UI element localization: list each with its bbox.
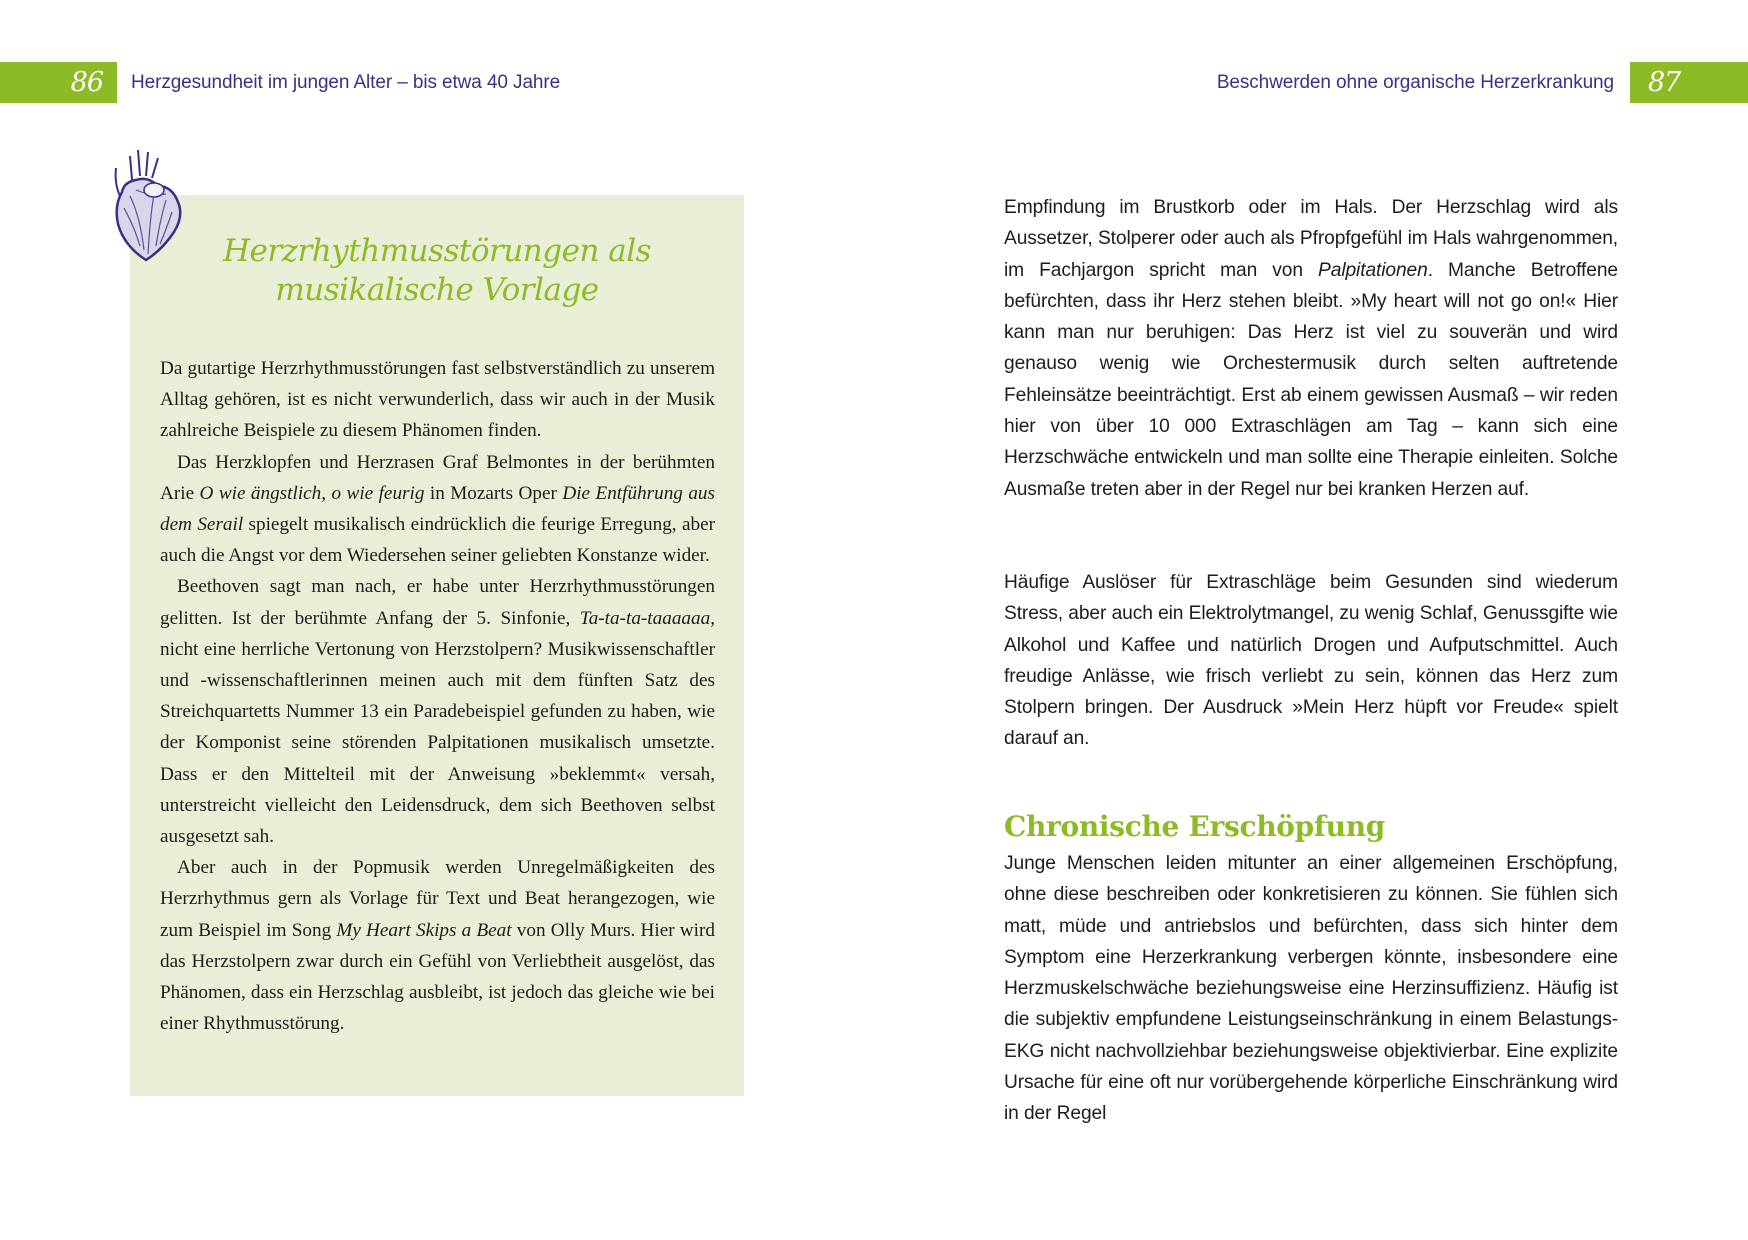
text-segment: von Olly Murs. Hier wird das Herzstolpern zwar durch ein Gefühl von Verliebtheit ausgelöst, das Phänomen, dass ein Herzschlag ausbleibt, ist jedoch das gleiche wie bei einer Rhythmusstörung. xyxy=(160,919,715,1035)
box-title-line-1: Herzrhythmusstörungen als xyxy=(222,233,652,269)
section-heading: Chronische Erschöpfung xyxy=(1004,810,1386,843)
page-number-right: 87 xyxy=(1648,67,1681,98)
text-segment: . Manche Betroffene befürchten, dass ihr Herz stehen bleibt. »My heart will not go on!« Hier kann man nur beruhigen: Das Herz ist viel zu souverän und wird genauso wenig wie Orchestermusik durch selten auftretende Fehleinsätze beeinträchtigt. Erst ab einem gewissen Ausmaß – wir reden hier von über 10 000 Extraschlägen am Tag – kann sich eine Herzschwäche entwickeln und man sollte eine Therapie einleiten. Solche Ausmaße treten aber in der Regel nur bei kranken Herzen auf. xyxy=(1004,259,1618,500)
text-segment: Beethoven sagt man nach, er habe unter Herzrhythmusstörungen gelitten. Ist der berühmte Anfang der 5. Sinfonie, xyxy=(160,576,715,629)
running-head-left: Herzgesundheit im jungen Alter – bis etwa 40 Jahre xyxy=(131,72,561,93)
text-segment: Empfindung im Brustkorb oder im Hals. Der Herzschlag wird als Aussetzer, Stolperer oder auch als Pfropfgefühl im Hals wahrgenommen, im Fachjargon spricht man von xyxy=(1004,197,1618,281)
box-body xyxy=(160,353,715,1039)
song-title: My Heart Skips a Beat xyxy=(336,919,512,941)
text-segment: Da gutartige Herzrhythmusstörungen fast selbstverständlich zu unserem Alltag gehören, ist es nicht verwunderlich, dass wir auch in der Musik zahlreiche Beispiele zu diesem Phänomen finden. xyxy=(160,358,715,442)
page-number-bar-left xyxy=(0,62,117,103)
opera-title: Die Entführung aus dem Serail xyxy=(160,482,715,536)
box-title xyxy=(130,232,744,310)
box-paragraph xyxy=(160,852,715,1039)
page-number-left: 86 xyxy=(70,67,103,98)
page-number-bar-right xyxy=(1630,62,1748,103)
box-paragraph xyxy=(160,353,715,447)
box-paragraph xyxy=(160,571,715,852)
term-palpitationen: Palpitationen xyxy=(1318,259,1428,281)
text-segment: Aber auch in der Popmusik werden Unregelmäßigkeiten des Herzrhythmus gern als Vorlage für Text und Beat herangezogen, wie zum Beispiel im Song xyxy=(160,857,715,941)
body-paragraph-1 xyxy=(1004,192,1618,505)
box-paragraph xyxy=(160,447,715,572)
body-paragraph-2: Häufige Auslöser für Extraschläge beim Gesunden sind wiederum Stress, aber auch ein Elektrolytmangel, zu wenig Schlaf, Genussgifte wie Alkohol und Kaffee und natürlich Drogen und Aufputschmittel. Auch freudige Anlässe, wie frisch verliebt zu sein, können das Herz zum Stolpern bringen. Der Ausdruck »Mein Herz hüpft vor Freude« spielt darauf an. xyxy=(1004,572,1618,750)
motif-text: Ta-ta-ta-taaaaaa xyxy=(579,607,711,629)
text-segment: , nicht eine herrliche Vertonung von Herzstolpern? Musikwissenschaftler und -wissenschaftlerinnen meinen auch mit dem fünften Satz des Streichquartetts Nummer 13 ein Paradebeispiel gefunden zu haben, wie der Komponist seine störenden Palpitationen musikalisch umsetzte. Dass er den Mittelteil mit der Anweisung »beklemmt« versah, unterstreicht vielleicht den Leidensdruck, dem sich Beethoven selbst ausgesetzt sah. xyxy=(160,607,715,848)
text-segment: Das Herzklopfen und Herzrasen Graf Belmontes in der berühmten Arie xyxy=(160,451,715,504)
running-head-right: Beschwerden ohne organische Herzerkrankung xyxy=(1216,72,1614,93)
text-segment: spiegelt musikalisch eindrücklich die feurige Erregung, aber auch die Angst vor dem Wiedersehen seiner geliebten Konstanze wider. xyxy=(160,514,715,567)
body-paragraph-3: Junge Menschen leiden mitunter an einer allgemeinen Erschöpfung, ohne diese beschreiben oder konkretisieren zu können. Sie fühlen sich matt, müde und antriebslos und befürchten, dass sich hinter dem Symptom eine Herzerkrankung verbergen könnte, insbesondere eine Herzmuskelschwäche beziehungsweise eine Herzinsuffizienz. Häufig ist die subjektiv empfundene Leistungseinschränkung in einem Belastungs-EKG nicht nachvollziehbar beziehungsweise objektivierbar. Eine explizite Ursache für eine oft nur vorübergehende körperliche Einschränkung wird in der Regel xyxy=(1004,853,1618,1125)
box-title-line-2: musikalische Vorlage xyxy=(275,272,599,308)
text-segment: in Mozarts Oper xyxy=(424,482,563,504)
aria-title: O wie ängstlich, o wie feurig xyxy=(199,482,425,504)
